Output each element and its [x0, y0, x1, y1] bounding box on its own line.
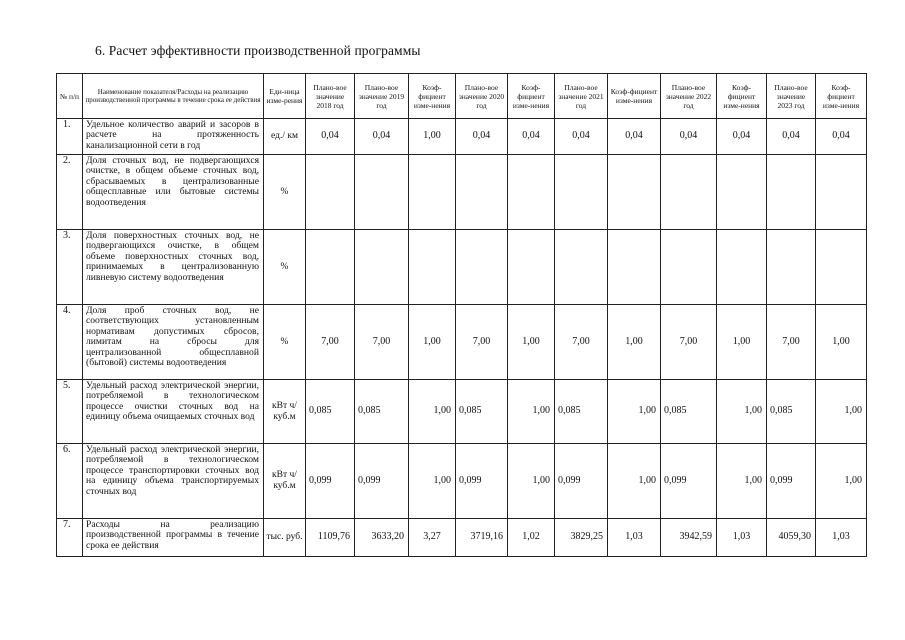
- row-number: 1.: [57, 119, 83, 155]
- header-unit: Еди-ница изме-рения: [264, 74, 306, 119]
- cell-value: 1,00: [717, 444, 767, 519]
- cell-value: [306, 155, 355, 230]
- cell-value: 4059,30: [767, 519, 816, 557]
- cell-value: 1,00: [508, 305, 555, 380]
- cell-value: 1,03: [608, 519, 661, 557]
- header-name: Наименование показателя/Расходы на реализацию производственной программы в течение срока ее действия: [83, 74, 264, 119]
- row-unit: кВт ч/куб.м: [264, 380, 306, 444]
- cell-value: 3719,16: [456, 519, 508, 557]
- cell-value: 0,04: [555, 119, 608, 155]
- row-indicator-name: Доля поверхностных сточных вод, не подвергающихся очистке, в общем объеме поверхностных сточных вод, принимаемых в централизованную ливневую систему водоотведения: [83, 230, 264, 305]
- cell-value: 0,04: [456, 119, 508, 155]
- header-plan-2022: Плано-вое значение 2022 год: [661, 74, 717, 119]
- cell-value: [355, 155, 409, 230]
- row-unit: кВт ч/куб.м: [264, 444, 306, 519]
- cell-value: 1,02: [508, 519, 555, 557]
- header-coef: Коэф-фициент изме-нения: [717, 74, 767, 119]
- cell-value: [508, 155, 555, 230]
- row-indicator-name: Доля сточных вод, не подвергающихся очистке, в общем объеме сточных вод, сбрасываемых в централизованные общесплавные или бытовые системы водоотведения: [83, 155, 264, 230]
- table-row: [57, 444, 867, 519]
- header-num: № п/п: [57, 74, 83, 119]
- cell-value: [508, 230, 555, 305]
- header-plan-2023: Плано-вое значение 2023 год: [767, 74, 816, 119]
- section-title: 6. Расчет эффективности производственной программы: [95, 43, 421, 58]
- cell-value: 0,04: [355, 119, 409, 155]
- cell-value: 1,00: [816, 380, 867, 444]
- row-indicator-name: Доля проб сточных вод, не соответствующих установленным нормативам допустимых сбросов, лимитам на сбросы для централизованной общесплавной (бытовой) системы водоотведения: [83, 305, 264, 380]
- row-unit: %: [264, 155, 306, 230]
- cell-value: [717, 155, 767, 230]
- cell-value: [306, 230, 355, 305]
- cell-value: [661, 230, 717, 305]
- cell-value: 1,03: [816, 519, 867, 557]
- cell-value: 1,00: [608, 444, 661, 519]
- row-unit: %: [264, 230, 306, 305]
- cell-value: 1,00: [816, 444, 867, 519]
- cell-value: [816, 155, 867, 230]
- table-row: [57, 230, 867, 305]
- cell-value: 7,00: [306, 305, 355, 380]
- row-indicator-name: Удельное количество аварий и засоров в расчете на протяженность канализационной сети в год: [83, 119, 264, 155]
- cell-value: 1,00: [409, 444, 456, 519]
- cell-value: 7,00: [355, 305, 409, 380]
- cell-value: [767, 230, 816, 305]
- cell-value: 7,00: [767, 305, 816, 380]
- row-number: 2.: [57, 155, 83, 230]
- cell-value: 3829,25: [555, 519, 608, 557]
- cell-value: 0,04: [608, 119, 661, 155]
- cell-value: 0,04: [306, 119, 355, 155]
- cell-value: [555, 155, 608, 230]
- row-indicator-name: Удельный расход электрической энергии, потребляемой в технологическом процессе очистки сточных вод на единицу объема очищаемых сточных вод: [83, 380, 264, 444]
- cell-value: 1,00: [816, 305, 867, 380]
- cell-value: 3633,20: [355, 519, 409, 557]
- cell-value: 0,099: [767, 444, 816, 519]
- cell-value: 1,00: [508, 444, 555, 519]
- cell-value: 0,085: [456, 380, 508, 444]
- cell-value: 0,04: [816, 119, 867, 155]
- cell-value: [409, 230, 456, 305]
- cell-value: [608, 155, 661, 230]
- cell-value: 1,00: [608, 380, 661, 444]
- cell-value: [661, 155, 717, 230]
- header-row: [57, 74, 867, 119]
- cell-value: [456, 230, 508, 305]
- row-number: 6.: [57, 444, 83, 519]
- table-row: [57, 380, 867, 444]
- cell-value: 0,04: [661, 119, 717, 155]
- cell-value: 3942,59: [661, 519, 717, 557]
- cell-value: 0,099: [456, 444, 508, 519]
- row-unit: ед./ км: [264, 119, 306, 155]
- header-coef: Коэф-фициент изме-нения: [608, 74, 661, 119]
- cell-value: 0,099: [661, 444, 717, 519]
- header-plan-2018: Плано-вое значение 2018 год: [306, 74, 355, 119]
- cell-value: 1,00: [409, 119, 456, 155]
- header-plan-2020: Плано-вое значение 2020 год: [456, 74, 508, 119]
- header-coef: Коэф-фициент изме-нения: [508, 74, 555, 119]
- table-row: [57, 119, 867, 155]
- cell-value: 1,00: [717, 380, 767, 444]
- header-coef: Коэф-фициент изме-нения: [409, 74, 456, 119]
- table-row: [57, 155, 867, 230]
- cell-value: 7,00: [661, 305, 717, 380]
- cell-value: 0,04: [767, 119, 816, 155]
- row-number: 5.: [57, 380, 83, 444]
- cell-value: 7,00: [555, 305, 608, 380]
- cell-value: 1,00: [409, 305, 456, 380]
- cell-value: 1,00: [717, 305, 767, 380]
- cell-value: [608, 230, 661, 305]
- cell-value: 7,00: [456, 305, 508, 380]
- cell-value: 3,27: [409, 519, 456, 557]
- row-unit: тыс. руб.: [264, 519, 306, 557]
- cell-value: [355, 230, 409, 305]
- row-unit: %: [264, 305, 306, 380]
- efficiency-table: [56, 73, 867, 557]
- row-indicator-name: Удельный расход электрической энергии, потребляемой в технологическом процессе транспортировки сточных вод на единицу объема транспортируемых сточных вод: [83, 444, 264, 519]
- row-number: 3.: [57, 230, 83, 305]
- table-row: [57, 519, 867, 557]
- cell-value: 0,085: [767, 380, 816, 444]
- row-number: 4.: [57, 305, 83, 380]
- cell-value: 1109,76: [306, 519, 355, 557]
- cell-value: 1,03: [717, 519, 767, 557]
- cell-value: [409, 155, 456, 230]
- header-coef: Коэф-фициент изме-нения: [816, 74, 867, 119]
- cell-value: 0,099: [306, 444, 355, 519]
- cell-value: 0,085: [661, 380, 717, 444]
- cell-value: [555, 230, 608, 305]
- row-indicator-name: Расходы на реализацию производственной программы в течение срока ее действия: [83, 519, 264, 557]
- cell-value: [767, 155, 816, 230]
- row-number: 7.: [57, 519, 83, 557]
- cell-value: 0,04: [717, 119, 767, 155]
- table-row: [57, 305, 867, 380]
- cell-value: 0,085: [306, 380, 355, 444]
- cell-value: 1,00: [409, 380, 456, 444]
- cell-value: [456, 155, 508, 230]
- cell-value: 0,085: [555, 380, 608, 444]
- cell-value: [816, 230, 867, 305]
- cell-value: 0,099: [555, 444, 608, 519]
- cell-value: [717, 230, 767, 305]
- header-plan-2019: Плано-вое значение 2019 год: [355, 74, 409, 119]
- cell-value: 1,00: [608, 305, 661, 380]
- cell-value: 0,04: [508, 119, 555, 155]
- cell-value: 1,00: [508, 380, 555, 444]
- header-plan-2021: Плано-вое значение 2021 год: [555, 74, 608, 119]
- cell-value: 0,085: [355, 380, 409, 444]
- cell-value: 0,099: [355, 444, 409, 519]
